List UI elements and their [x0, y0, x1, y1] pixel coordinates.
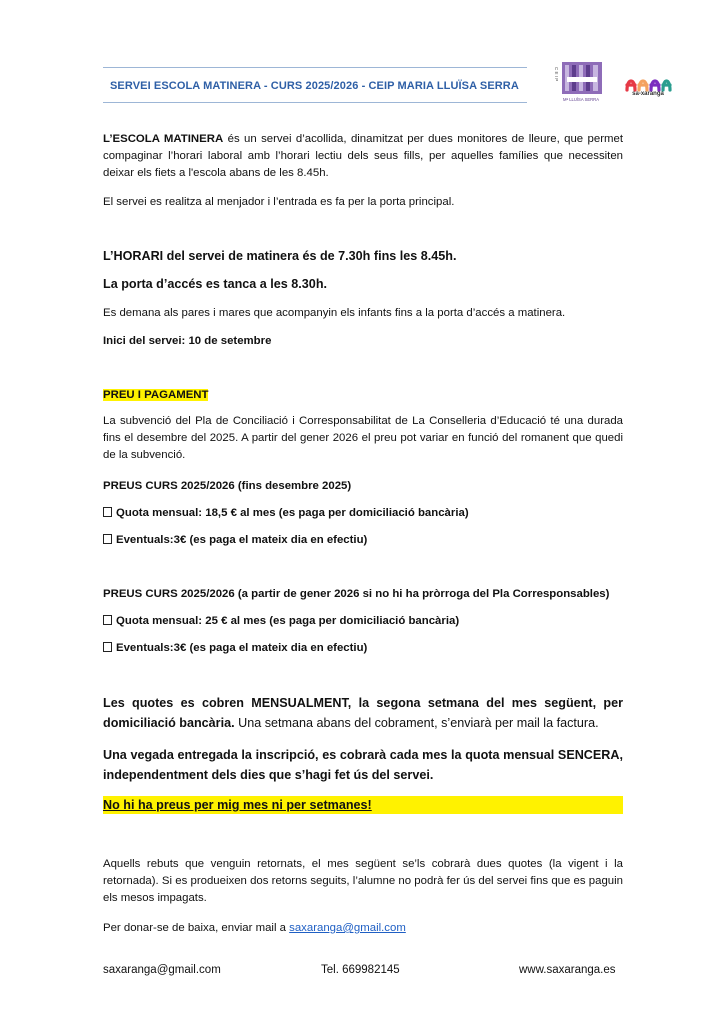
- checkbox-icon: [103, 534, 112, 544]
- footer-email: saxaranga@gmail.com: [103, 964, 221, 976]
- unsubscribe-text: Per donar-se de baixa, enviar mail a: [103, 922, 290, 934]
- schedule-hours: L’HORARI del servei de matinera és de 7.30h fins les 8.45h.: [103, 249, 457, 263]
- returned-receipts-paragraph: Aquells rebuts que venguin retornats, el mes següent se’ls cobrarà dues quotes (la vigent i la retornada). Si es produeixen dos retorns seguits, l’alumne no podrà fer ús del servei fins que es paguin els mesos impagats.: [103, 858, 623, 904]
- service-start-date: Inici del servei: 10 de setembre: [103, 335, 272, 347]
- billing-paragraph: [103, 693, 623, 733]
- accompany-note: Es demana als pares i mares que acompanyin els infants fins a la porta d’accés a matinera.: [103, 307, 566, 319]
- location-paragraph: El servei es realitza al menjador i l’entrada es fa per la porta principal.: [103, 196, 455, 208]
- unsubscribe-paragraph: [103, 920, 623, 937]
- occasional-fee-2: Eventuals:3€ (es paga el mateix dia en efectiu): [116, 642, 368, 654]
- pricing-heading-text: PREU I PAGAMENT: [103, 389, 209, 401]
- full-fee-notice: Una vegada entregada la inscripció, es cobrarà cada mes la quota mensual SENCERA, independentment dels dies que s’hagi fet ús del servei.: [103, 748, 623, 782]
- checkbox-icon: [103, 507, 112, 517]
- prices-block-2-item: [103, 640, 623, 657]
- monthly-fee-2: Quota mensual: 25 € al mes (es paga per domiciliació bancària): [116, 615, 460, 627]
- door-closing-time: La porta d’accés es tanca a les 8.30h.: [103, 277, 328, 291]
- footer-phone: Tel. 669982145: [321, 964, 400, 976]
- document-header-title: SERVEI ESCOLA MATINERA - CURS 2025/2026 - CEIP MARIA LLUÏSA SERRA: [110, 80, 519, 92]
- prices-block-2-title: PREUS CURS 2025/2026 (a partir de gener 2026 si no hi ha pròrroga del Pla Corresponsables): [103, 588, 610, 600]
- pricing-heading: [103, 387, 208, 404]
- svg-text:C E I P: C E I P: [554, 67, 559, 82]
- no-partial-prices-warning: No hi ha preus per mig mes ni per setmanes!: [103, 798, 372, 812]
- footer-website: www.saxaranga.es: [519, 964, 616, 976]
- checkbox-icon: [103, 642, 112, 652]
- billing-bold-text: Les quotes es cobren MENSUALMENT, la segona setmana del mes següent, per domiciliació bancària.: [103, 696, 623, 730]
- billing-text: Una setmana abans del cobrament, s’enviarà per mail la factura.: [234, 716, 599, 730]
- prices-block-1-title: PREUS CURS 2025/2026 (fins desembre 2025): [103, 480, 352, 492]
- school-logo-subtext: Mª LLUÏSA SERRA: [563, 97, 599, 102]
- monthly-fee-1: Quota mensual: 18,5 € al mes (es paga per domiciliació bancària): [116, 507, 469, 519]
- school-logo: [553, 60, 605, 104]
- prices-block-1-item: [103, 532, 623, 549]
- intro-text: és un servei d’acollida, dinamitzat per dues monitores de lleure, que permet compaginar l’horari laboral amb l’horari lectiu dels seus fills, per aquelles famílies que necessiten deixar els fiets a l'escola abans de les 8.45h.: [103, 133, 623, 179]
- intro-bold-lead: L’ESCOLA MATINERA: [103, 133, 224, 145]
- prices-block-2-item: [103, 613, 623, 630]
- checkbox-icon: [103, 615, 112, 625]
- intro-paragraph: [103, 131, 623, 181]
- header-divider-top: [103, 67, 527, 68]
- header-divider-bottom: [103, 102, 527, 103]
- occasional-fee-1: Eventuals:3€ (es paga el mateix dia en efectiu): [116, 534, 368, 546]
- brand-logo-label: sa-xaranga: [632, 91, 664, 97]
- prices-block-1-item: [103, 505, 623, 522]
- unsubscribe-email-link[interactable]: saxaranga@gmail.com: [289, 922, 406, 934]
- subsidy-paragraph: La subvenció del Pla de Conciliació i Corresponsabilitat de La Conselleria d’Educació té una durada fins el desembre del 2025. A partir del gener 2026 el preu pot variar en funció del romanent que quedi de la subvenció.: [103, 415, 623, 461]
